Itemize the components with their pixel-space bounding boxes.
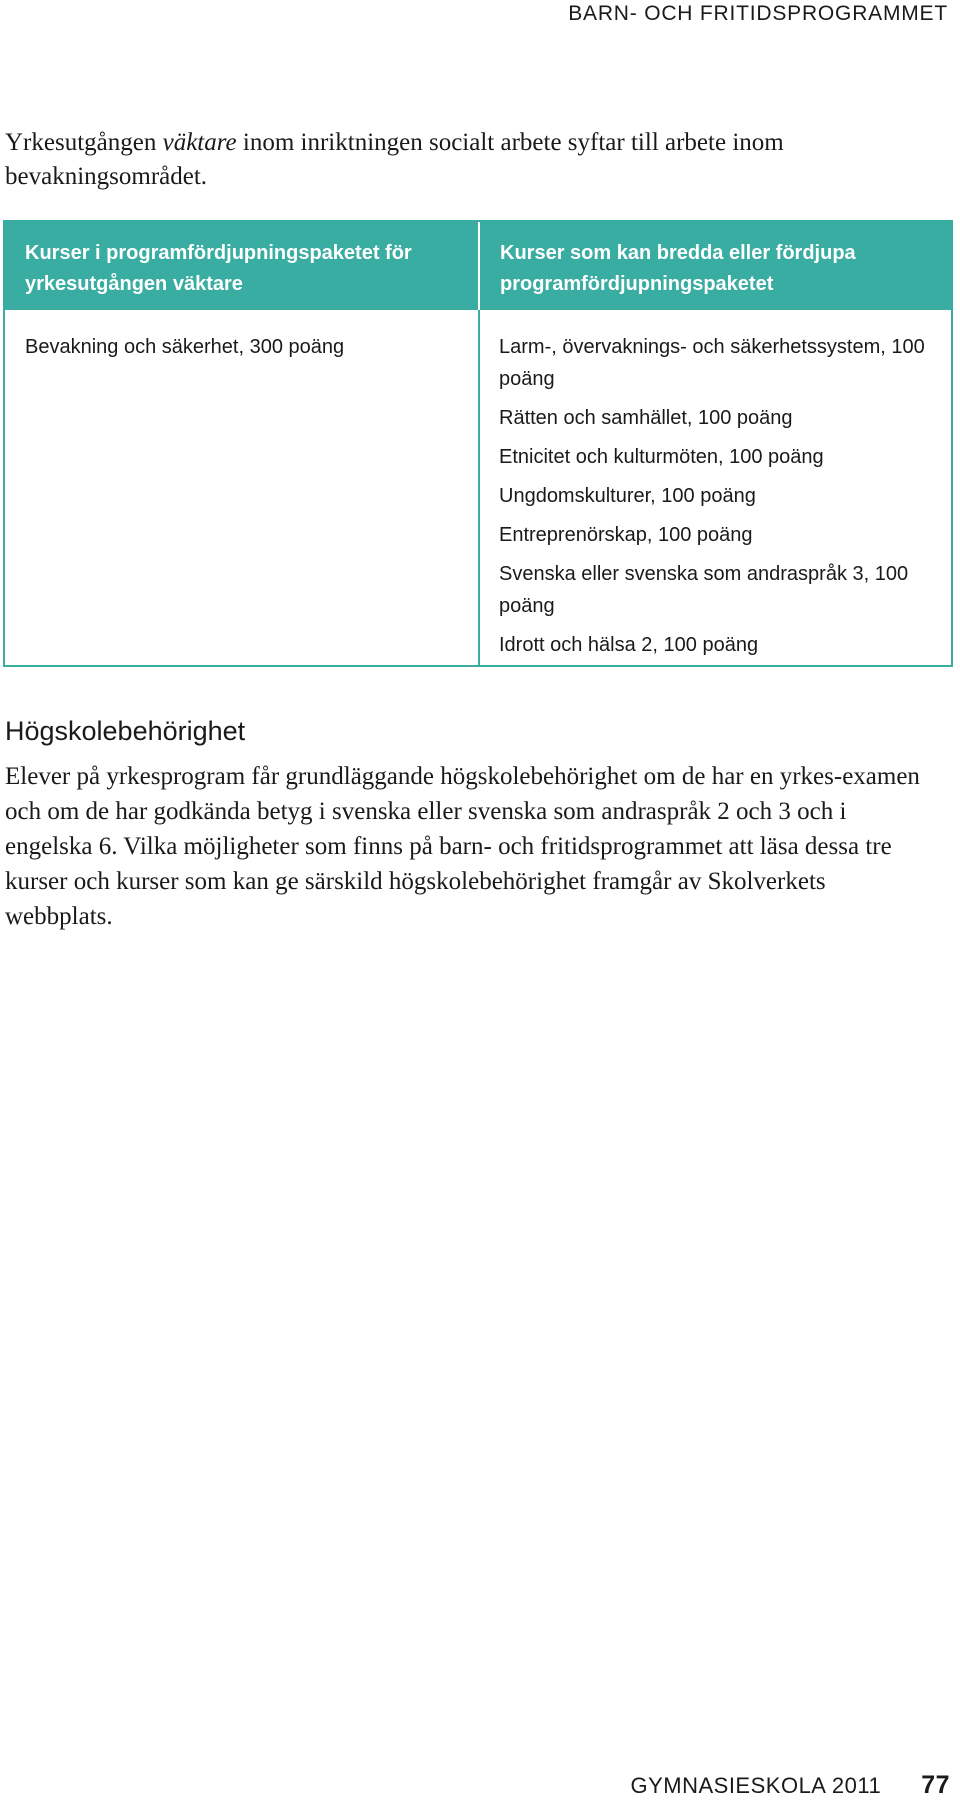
course-item: Rätten och samhället, 100 poäng xyxy=(499,407,793,429)
course-item: Ungdomskulturer, 100 poäng xyxy=(499,485,756,507)
course-table xyxy=(3,220,953,667)
section-heading: Högskolebehörighet xyxy=(5,716,246,746)
intro-text-before: Yrkesutgången xyxy=(5,129,163,156)
table-body-row xyxy=(5,310,951,665)
course-item: Idrott och hälsa 2, 100 poäng xyxy=(499,634,759,656)
course-item: Larm-, övervaknings- och säkerhetssystem, 100 poäng xyxy=(499,336,925,390)
section-body-text: Elever på yrkesprogram får grundläggande högskolebehörighet om de har en yrkes-examen och om de har godkända betyg i svenska eller svenska som andraspråk 2 och 3 och i engelska 6. Vilka möjligheter som finns på barn- och fritidsprogrammet att läsa dessa tre kurser och kurser som kan ge särskild högskolebehörighet framgår av Skolverkets webbplats. xyxy=(5,763,920,930)
table-header-row xyxy=(5,222,951,310)
page-number: 77 xyxy=(921,1771,950,1799)
course-item: Entreprenörskap, 100 poäng xyxy=(499,524,753,546)
table-cell-left xyxy=(5,310,480,665)
running-head: BARN- OCH FRITIDSPROGRAMMET xyxy=(568,2,948,25)
course-item: Svenska eller svenska som andraspråk 3, 100 poäng xyxy=(499,563,909,617)
page-footer xyxy=(630,1771,950,1800)
table-header-left: Kurser i programfördjupningspaketet för yrkesutgången väktare xyxy=(5,222,480,310)
table-header-right: Kurser som kan bredda eller fördjupa programfördjupningspaketet xyxy=(500,242,856,295)
course-item: Etnicitet och kulturmöten, 100 poäng xyxy=(499,446,824,468)
intro-text-after: inom inriktningen socialt arbete syftar till arbete inom bevakningsområdet. xyxy=(5,129,784,190)
intro-emphasis: väktare xyxy=(162,129,237,156)
footer-publication: GYMNASIESKOLA 2011 xyxy=(630,1773,882,1798)
table-cell-right xyxy=(480,310,951,665)
intro-paragraph xyxy=(5,126,905,194)
course-item-left: Bevakning och säkerhet, 300 poäng xyxy=(25,336,345,358)
